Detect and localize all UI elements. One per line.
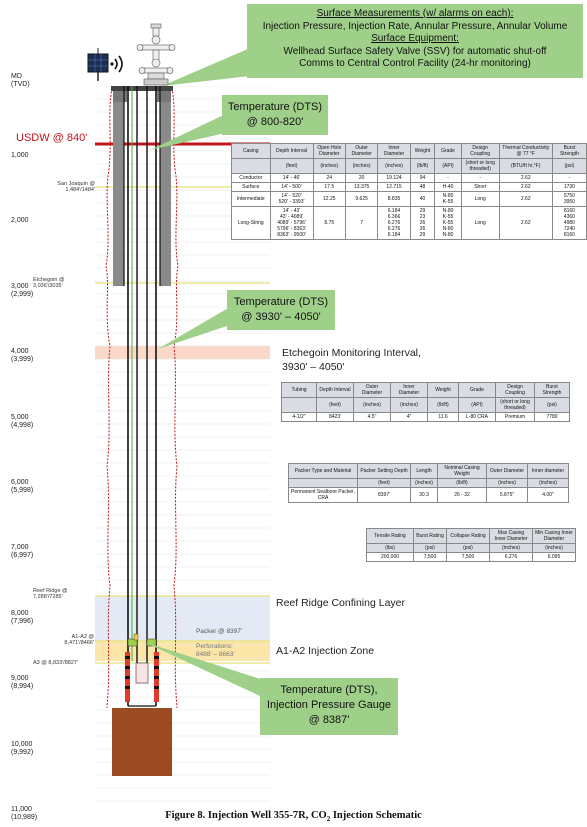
depth-tick-md: 6,000 xyxy=(11,479,29,486)
table-cell: 12.25 xyxy=(313,192,345,207)
table-cell: 14' - 500' xyxy=(270,183,313,192)
monitoring-interval-title: Etchegoin Monitoring Interval, xyxy=(282,347,421,359)
table-header-cell: Grade xyxy=(435,144,461,159)
table-header-cell: Depth Interval xyxy=(317,383,354,398)
table-cell: 13.375 xyxy=(345,183,377,192)
table-header-cell: Open Hole Diameter xyxy=(313,144,345,159)
table-cell: 8.835 xyxy=(378,192,410,207)
temp-callout-1 xyxy=(222,95,328,135)
table-unit-cell: (psi) xyxy=(447,544,490,553)
temp-callout-2-title: Temperature (DTS) xyxy=(233,296,329,308)
depth-tick-md: 5,000 xyxy=(11,413,29,421)
table-row xyxy=(232,207,587,240)
table-header-cell: Burst Strength xyxy=(535,383,570,398)
table-header-cell: Thermal Conductivity @ 77 °F xyxy=(499,144,552,159)
figure-caption xyxy=(0,810,587,823)
table-cell: 17.5 xyxy=(313,183,345,192)
table-header-cell: Length xyxy=(411,464,438,479)
table-header-cell: Inner diameter xyxy=(528,464,569,479)
table-cell: Long xyxy=(461,192,499,207)
table-units-row xyxy=(289,479,569,488)
table-cell: 2.62 xyxy=(499,192,552,207)
wellhead-tree-icon xyxy=(134,22,178,88)
table-cell: 19.124 xyxy=(378,174,410,183)
depth-tick-md: 3,000 xyxy=(11,282,29,290)
surface-measurements-title: Surface Measurements (w/ alarms on each): xyxy=(316,8,514,19)
table-units-row xyxy=(282,398,570,413)
table-header-cell: Design Coupling xyxy=(496,383,535,398)
casing-table xyxy=(231,143,587,240)
depth-tick-md: 4,000 xyxy=(11,348,29,356)
temp-callout-2 xyxy=(227,290,335,330)
table-unit-cell: (inches) xyxy=(528,479,569,488)
depth-tick-label xyxy=(11,741,33,757)
table-header-cell: Inner Diameter xyxy=(378,144,410,159)
san-joaquin-label xyxy=(40,181,95,193)
table-cell: 4.5" xyxy=(354,413,391,422)
table-unit-cell: (inches) xyxy=(354,398,391,413)
surface-equipment-title: Surface Equipment: xyxy=(371,33,459,44)
depth-tick-label xyxy=(11,348,33,364)
table-cell: 8423' xyxy=(317,413,354,422)
etchegoin-label xyxy=(33,277,65,289)
table-cell: 8.75 xyxy=(313,207,345,240)
table-cell: 14' - 46' xyxy=(270,174,313,183)
packer-table-grid xyxy=(288,463,569,503)
depth-tick-tvd: (7,996) xyxy=(11,617,34,625)
table-cell: 11.6 xyxy=(428,413,459,422)
axis-md-label: MD xyxy=(11,73,22,80)
table-unit-cell: (inches) xyxy=(533,544,576,553)
etchegoin-name: Etchegoin @ xyxy=(33,277,65,283)
table-unit-cell: (lb/ft) xyxy=(410,159,435,174)
wireless-signal-icon xyxy=(110,54,128,74)
depth-tick-tvd: (8,994) xyxy=(11,683,34,691)
table-cell: 4" xyxy=(391,413,428,422)
table-header-cell: Outer Diameter xyxy=(345,144,377,159)
table-unit-cell: (inches) xyxy=(487,479,528,488)
table-unit-cell: (feet) xyxy=(317,398,354,413)
surface-equipment-ssv: Wellhead Surface Safety Valve (SSV) for automatic shut-off xyxy=(283,45,547,57)
figure-caption-text: Figure 8. Injection Well 355-7R, CO xyxy=(165,810,327,821)
table-header-cell: Min Casing Inner Diameter xyxy=(533,529,576,544)
table-header-cell: Nominal Casing Weight xyxy=(438,464,487,479)
depth-tick-tvd: (4,998) xyxy=(11,421,34,429)
depth-tick-md: 1,000 xyxy=(11,152,29,159)
injection-zone-label: A1-A2 Injection Zone xyxy=(276,645,375,657)
table-header-cell: Packer Setting Depth xyxy=(358,464,411,479)
tubing-table-grid xyxy=(281,382,570,422)
table-unit-cell: (API) xyxy=(459,398,496,413)
table-cell: 14' - 43' 43' - 4089' 4089' - 5796' 5796' - 8363' 8363' - 9500' xyxy=(270,207,313,240)
table-unit-cell: (short or long threaded) xyxy=(496,398,535,413)
depth-tick-md: 10,000 xyxy=(11,740,33,748)
table-cell: 26 - 32 xyxy=(438,488,487,503)
table-cell: H-40 xyxy=(435,183,461,192)
san-joaquin-depth: 1,484'/1484' xyxy=(65,187,95,193)
table-header-cell: Depth Interval xyxy=(270,144,313,159)
table-cell: - xyxy=(552,174,586,183)
table-cell: 6.095 xyxy=(533,553,576,562)
table-cell: 5750 3950 xyxy=(552,192,586,207)
table-cell: Long-String xyxy=(232,207,271,240)
table-cell: 6.276 xyxy=(490,553,533,562)
conductor-casing xyxy=(111,86,173,91)
table-unit-cell: (feet) xyxy=(270,159,313,174)
depth-tick-label xyxy=(11,152,29,160)
table-cell: 12.715 xyxy=(378,183,410,192)
packer-table xyxy=(288,463,569,503)
depth-tick-tvd: (3,999) xyxy=(11,356,34,364)
temp-callout-3-pointer xyxy=(140,640,280,700)
table-unit-cell: (inches) xyxy=(345,159,377,174)
table-cell: 200,000 xyxy=(367,553,414,562)
table-cell: - xyxy=(461,174,499,183)
rating-table xyxy=(366,528,576,562)
depth-tick-md: 11,000 xyxy=(11,806,32,813)
figure-caption-suffix: Injection Schematic xyxy=(330,810,422,821)
depth-tick-md: 9,000 xyxy=(11,675,29,683)
table-unit-cell: (lb/ft) xyxy=(438,479,487,488)
table-cell: 24 xyxy=(313,174,345,183)
san-joaquin-name: San Joaquin @ xyxy=(57,181,95,187)
table-unit-cell: (inches) xyxy=(411,479,438,488)
table-cell: Permanent Sealbore Packer, CRA xyxy=(289,488,358,503)
table-header-cell: Max Casing Inner Diameter xyxy=(490,529,533,544)
table-unit-cell: (BTU/ft hr,°F) xyxy=(499,159,552,174)
perforations-range: 8488' – 8663' xyxy=(196,651,235,658)
table-header-cell: Inner Diameter xyxy=(391,383,428,398)
temp-callout-3-gauge: Injection Pressure Gauge xyxy=(266,699,392,711)
temp-callout-2-depth: @ 3930' – 4050' xyxy=(241,311,321,323)
temp-callout-1-title: Temperature (DTS) xyxy=(227,101,323,113)
table-cell: 4-1/2" xyxy=(282,413,317,422)
tubing-table xyxy=(281,382,570,422)
usdw-label: USDW @ 840' xyxy=(16,132,88,144)
table-cell: 29 23 26 26 29 xyxy=(410,207,435,240)
table-cell: Surface xyxy=(232,183,271,192)
depth-tick-label xyxy=(11,610,33,626)
depth-tick-label xyxy=(11,675,33,691)
table-unit-cell: (lb/ft) xyxy=(428,398,459,413)
table-header-cell: Packer Type and Material xyxy=(289,464,358,479)
surface-equipment-comms: Comms to Central Control Facility (24-hr monitoring) xyxy=(299,58,531,69)
table-row xyxy=(289,488,569,503)
table-cell: Conductor xyxy=(232,174,271,183)
table-row xyxy=(232,174,587,183)
pressure-gauge xyxy=(134,634,138,640)
table-unit-cell: (inches) xyxy=(378,159,410,174)
surface-measurements-list: Injection Pressure, Injection Rate, Annular Pressure, Annular Volume xyxy=(262,20,568,32)
table-cell: 14' - 520' 520' - 3393' xyxy=(270,192,313,207)
casing-table-grid xyxy=(231,143,587,240)
table-unit-cell xyxy=(232,159,271,174)
table-header-cell: Tubing xyxy=(282,383,317,398)
table-cell: 8160 4360 4980 7240 8160 xyxy=(552,207,586,240)
table-cell: 94 xyxy=(410,174,435,183)
table-cell: 2.62 xyxy=(499,183,552,192)
depth-tick-label xyxy=(11,414,33,430)
table-cell: 6.184 6.366 6.276 6.276 6.184 xyxy=(378,207,410,240)
table-header-row xyxy=(282,383,570,398)
table-header-cell: Tensile Rating xyxy=(367,529,414,544)
table-header-cell: Weight xyxy=(428,383,459,398)
a3-label: A3 @ 8,833'/8827' xyxy=(33,660,78,666)
depth-tick-md: 7,000 xyxy=(11,544,29,552)
table-header-cell: Burst Strength xyxy=(552,144,586,159)
table-cell: 7780 xyxy=(535,413,570,422)
table-cell: 48 xyxy=(410,183,435,192)
table-cell: 7 xyxy=(345,207,377,240)
surface-measurements-callout xyxy=(247,4,583,78)
depth-tick-tvd: (9,992) xyxy=(11,748,34,756)
table-units-row xyxy=(232,159,587,174)
table-header-cell: Outer Diameter xyxy=(487,464,528,479)
table-unit-cell xyxy=(289,479,358,488)
depth-tick-tvd: (5,998) xyxy=(11,487,34,494)
depth-tick-label xyxy=(11,544,33,560)
table-header-cell: Collapse Rating xyxy=(447,529,490,544)
a1a2-name: A1-A2 @ xyxy=(71,634,94,640)
monitoring-interval-range: 3930' – 4050' xyxy=(282,361,345,373)
a1a2-depth: 8,471'/8466' xyxy=(64,640,94,646)
perforations-title: Perforations: xyxy=(196,643,233,650)
table-header-cell: Outer Diameter xyxy=(354,383,391,398)
table-header-cell: Burst Rating xyxy=(414,529,447,544)
rating-table-grid xyxy=(366,528,576,562)
table-row xyxy=(367,553,576,562)
table-header-row xyxy=(367,529,576,544)
temp-callout-3-title: Temperature (DTS), xyxy=(280,684,378,696)
table-cell: 2.62 xyxy=(499,207,552,240)
temp-callout-3-depth: @ 8387' xyxy=(308,714,350,726)
temp-callout-1-depth: @ 800-820' xyxy=(246,116,304,128)
reef-ridge-name: Reef Ridge @ xyxy=(33,588,68,594)
table-cell: 5.875" xyxy=(487,488,528,503)
table-header-row xyxy=(232,144,587,159)
table-unit-cell: (API) xyxy=(435,159,461,174)
table-unit-cell: (inches) xyxy=(490,544,533,553)
solar-panel-icon xyxy=(86,48,110,82)
rat-hole-fill xyxy=(112,708,172,776)
depth-tick-tvd: (6,997) xyxy=(11,552,34,560)
depth-tick-label xyxy=(11,283,33,299)
intermediate-cement-left xyxy=(113,86,124,286)
depth-tick-tvd: (2,999) xyxy=(11,290,34,298)
reef-ridge-layer-label: Reef Ridge Confining Layer xyxy=(276,597,405,609)
table-cell: 1730 xyxy=(552,183,586,192)
table-header-cell: Grade xyxy=(459,383,496,398)
packer-label: Packer @ 8397' xyxy=(196,628,243,635)
table-cell: 4.00" xyxy=(528,488,569,503)
figure-caption-subscript: 2 xyxy=(326,815,331,824)
table-cell: N-80 K-55 xyxy=(435,192,461,207)
table-unit-cell xyxy=(282,398,317,413)
table-cell: - xyxy=(435,174,461,183)
table-cell: 7,500 xyxy=(447,553,490,562)
table-cell: Intermediate xyxy=(232,192,271,207)
depth-tick-md: 8,000 xyxy=(11,609,29,617)
table-row xyxy=(232,183,587,192)
table-cell: 7,500 xyxy=(414,553,447,562)
reef-ridge-depth: 7,288'/7285' xyxy=(33,594,63,600)
table-header-cell: Design Coupling xyxy=(461,144,499,159)
table-cell: 2.62 xyxy=(499,174,552,183)
temp-callout-3 xyxy=(260,678,398,735)
table-cell: 20 xyxy=(345,174,377,183)
table-cell: L-80 CRA xyxy=(459,413,496,422)
a1a2-label xyxy=(46,634,94,646)
etchegoin-depth: 3,036'/3035' xyxy=(33,283,63,289)
reef-ridge-label xyxy=(33,588,68,600)
table-unit-cell: (lbs) xyxy=(367,544,414,553)
depth-tick-label xyxy=(11,217,29,225)
table-header-cell: Weight xyxy=(410,144,435,159)
table-unit-cell: (psi) xyxy=(552,159,586,174)
monitoring-interval-label xyxy=(282,346,421,374)
table-header-cell: Casing xyxy=(232,144,271,159)
table-row xyxy=(282,413,570,422)
table-cell: Long xyxy=(461,207,499,240)
table-units-row xyxy=(367,544,576,553)
table-unit-cell: (inches) xyxy=(313,159,345,174)
depth-tick-label xyxy=(11,479,33,495)
table-unit-cell: (short or long threaded) xyxy=(461,159,499,174)
table-row xyxy=(232,192,587,207)
table-cell: Premium xyxy=(496,413,535,422)
table-cell: Short xyxy=(461,183,499,192)
table-unit-cell: (feet) xyxy=(358,479,411,488)
table-unit-cell: (psi) xyxy=(414,544,447,553)
table-unit-cell: (inches) xyxy=(391,398,428,413)
table-header-row xyxy=(289,464,569,479)
depth-tick-tvd: (10,989) xyxy=(11,814,38,821)
table-cell: 40 xyxy=(410,192,435,207)
table-cell: N-80 K-55 K-55 N-80 N-80 xyxy=(435,207,461,240)
depth-tick-md: 2,000 xyxy=(11,217,29,225)
table-cell: 30.3 xyxy=(411,488,438,503)
table-unit-cell: (psi) xyxy=(535,398,570,413)
table-cell: 9.625 xyxy=(345,192,377,207)
table-cell: 8397' xyxy=(358,488,411,503)
axis-tvd-label: (TVD) xyxy=(11,81,30,88)
